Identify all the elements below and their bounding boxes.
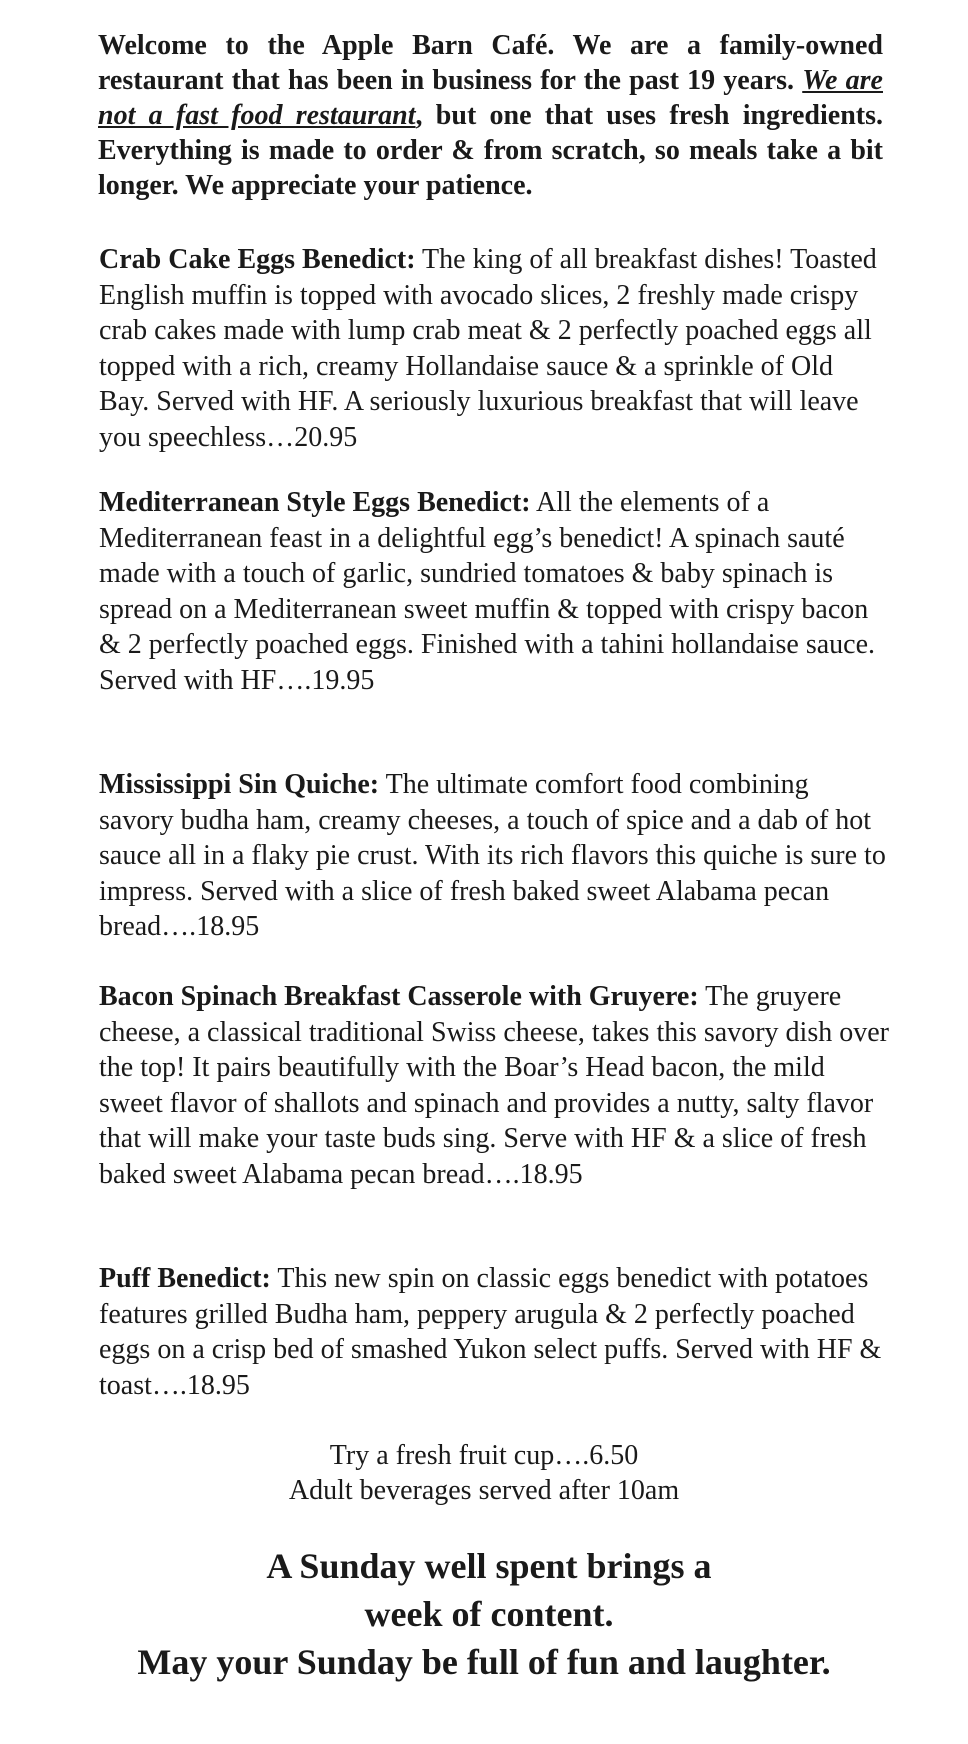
menu-item-price: 18.95 [186,1369,250,1401]
fruit-cup-note: Try a fresh fruit cup….6.50 [329,1440,639,1471]
menu-item-mississippi-sin-quiche [99,767,889,945]
menu-item-description: All the elements of a Mediterranean feast in a delightful egg’s benedict! A spinach sauté made with a touch of garlic, sundried tomatoes & baby spinach is spread on a Mediterranean sweet muffin & topped with crispy bacon & 2 perfectly poached eggs. Finished with a tahini hollandaise sauce. Served with HF…. [99,487,876,696]
menu-item-bacon-spinach-casserole [99,979,889,1192]
closing-message [0,1542,968,1686]
menu-item-description: The king of all breakfast dishes! Toasted English muffin is topped with avocado slices, 2 freshly made crispy crab cakes made with lump crab meat & 2 perfectly poached eggs all topped with a rich, creamy Hollandaise sauce & a sprinkle of Old Bay. Served with HF. A seriously luxurious breakfast that will leave you speechless… [99,244,877,453]
menu-item-name: Puff Benedict: [99,1263,271,1294]
menu-item-mediterranean-benedict [99,485,889,698]
menu-item-price: 19.95 [311,664,375,696]
beverages-note: Adult beverages served after 10am [288,1475,680,1506]
menu-item-price: 18.95 [519,1158,583,1190]
menu-item-name: Mississippi Sin Quiche: [99,769,380,800]
menu-item-name: Mediterranean Style Eggs Benedict: [99,487,531,518]
menu-item-puff-benedict [99,1261,889,1403]
closing-line-1: A Sunday well spent brings a week of content. [266,1546,712,1634]
welcome-intro [98,28,883,203]
menu-item-description: The ultimate comfort food combining savory budha ham, creamy cheeses, a touch of spice and a dab of hot sauce all in a flaky pie crust. With its rich flavors this quiche is sure to impress. Served with a slice of fresh baked sweet Alabama pecan bread…. [99,769,886,942]
menu-item-name: Crab Cake Eggs Benedict: [99,244,416,275]
menu-item-name: Bacon Spinach Breakfast Casserole with Gruyere: [99,981,699,1012]
intro-text-end: , but one that uses fresh ingredients. Everything is made to order & from scratch, so meals take a bit longer. We appreciate your patience. [98,100,884,201]
menu-item-crab-cake-benedict [99,242,889,455]
closing-line-2: May your Sunday be full of fun and laughter. [137,1642,831,1682]
menu-item-price: 18.95 [196,911,260,942]
extras-notes [0,1438,968,1508]
menu-item-description: This new spin on classic eggs benedict with potatoes features grilled Budha ham, peppery arugula & 2 perfectly poached eggs on a crisp bed of smashed Yukon select puffs. Served with HF & toast…. [99,1263,882,1401]
intro-emphasis: We are not a fast food restaurant [98,65,883,131]
menu-item-price: 20.95 [294,421,358,453]
menu-item-description: The gruyere cheese, a classical traditional Swiss cheese, takes this savory dish over the top! It pairs beautifully with the Boar’s Head bacon, the mild sweet flavor of shallots and spinach and provides a nutty, salty flavor that will make your taste buds sing. Serve with HF & a slice of fresh baked sweet Alabama pecan bread…. [99,981,889,1190]
intro-text-start: Welcome to the Apple Barn Café. We are a family-owned restaurant that has been in business for the past 19 years. [98,30,883,96]
